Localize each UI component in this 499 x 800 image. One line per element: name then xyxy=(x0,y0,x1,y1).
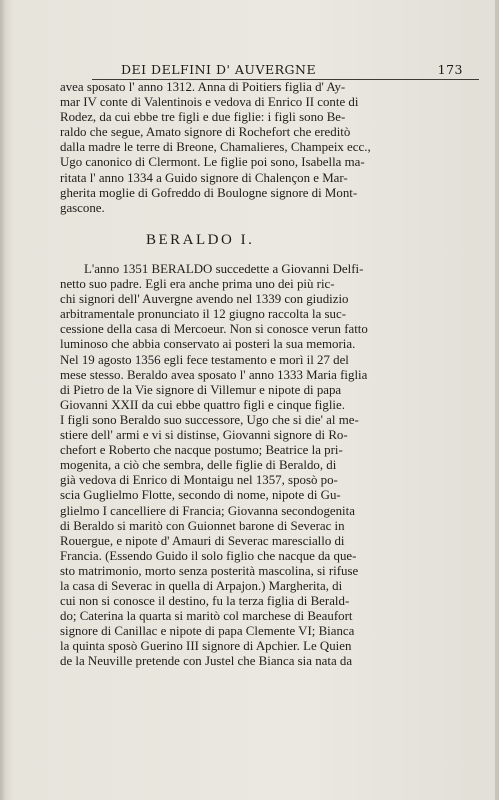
text-line: la casa di Severac in quella di Arpajon.) Margherita, di xyxy=(60,578,343,593)
text-line: Rodez, da cui ebbe tre figli e due figlie: i figli sono Be- xyxy=(60,110,346,125)
text-line: di Beraldo si maritò con Guionnet barone di Severac in xyxy=(60,518,345,533)
paragraph-2 xyxy=(60,262,470,670)
text-line: la quinta sposò Guerino III signore di Apchier. Le Quien xyxy=(60,639,352,654)
text-line: Rouergue, e nipote d' Amauri di Severac maresciallo di xyxy=(60,533,345,548)
text-line: mogenita, a ciò che sembra, delle figlie di Beraldo, di xyxy=(60,458,337,473)
text-line: Francia. (Essendo Guido il solo figlio che nacque da que- xyxy=(60,548,357,563)
text-line: raldo che segue, Amato signore di Rochefort che ereditò xyxy=(60,125,351,140)
text-line: Nel 19 agosto 1356 egli fece testamento e morì il 27 del xyxy=(60,352,349,367)
running-header xyxy=(96,62,477,80)
running-title: DEI DELFINI D' AUVERGNE xyxy=(121,62,317,77)
text-line: gherita moglie di Gofreddo di Boulogne signore di Mont- xyxy=(60,185,358,200)
text-line: sto matrimonio, morto senza posterità mascolina, si rifuse xyxy=(60,563,359,578)
text-line: dalla madre le terre di Breone, Chamalieres, Champeix ecc., xyxy=(60,140,371,155)
text-line: glielmo I cancelliere di Francia; Giovanna secondogenita xyxy=(60,503,355,518)
text-line: gascone. xyxy=(60,200,105,215)
text-line: mar IV conte di Valentinois e vedova di Enrico II conte di xyxy=(60,95,359,110)
text-line: cessione della casa di Mercoeur. Non si conosce verun fatto xyxy=(60,322,368,337)
text-line: signore di Canillac e nipote di papa Clemente VI; Bianca xyxy=(60,624,355,639)
text-line: chi signori dell' Auvergne avendo nel 1339 con giudizio xyxy=(60,292,349,307)
text-line: arbitramentale pronunciato il 12 giugno raccolta la suc- xyxy=(60,307,346,322)
text-line: Giovanni XXII da cui ebbe quattro figli e cinque figlie. xyxy=(60,397,345,412)
text-line: avea sposato l' anno 1312. Anna di Poitiers figlia d' Ay- xyxy=(60,80,346,94)
text-line: luminoso che abbia conservato ai posteri la sua memoria. xyxy=(60,337,356,352)
text-line: cui non si conosce il destino, fu la terza figlia di Berald- xyxy=(60,594,350,609)
text-line: de la Neuville pretende con Justel che Bianca sia nata da xyxy=(60,654,353,669)
text-line: scia Guglielmo Flotte, secondo di nome, nipote di Gu- xyxy=(60,488,341,503)
text-line: chefort e Roberto che nacque postumo; Beatrice la pri- xyxy=(60,443,343,458)
text-line: ritata l' anno 1334 a Guido signore di Chalençon e Mar- xyxy=(60,170,348,185)
text-line: I figli sono Beraldo suo successore, Ugo che si die' al me- xyxy=(60,412,359,427)
text-line: L'anno 1351 BERALDO succedette a Giovanni Delfi- xyxy=(84,262,364,276)
text-line: già vedova di Enrico di Montaigu nel 1357, sposò po- xyxy=(60,473,338,488)
text-line: netto suo padre. Egli era anche prima uno dei più ric- xyxy=(60,277,335,292)
text-line: stiere dell' armi e vi si distinse, Giovanni signore di Ro- xyxy=(60,428,348,443)
text-line: di Pietro de la Vie signore di Villemur e nipote di papa xyxy=(60,382,342,397)
text-line: Ugo canonico di Clermont. Le figlie poi sono, Isabella ma- xyxy=(60,155,365,170)
page-edge xyxy=(495,0,499,800)
text-line: mese stesso. Beraldo avea sposato l' anno 1333 Maria figlia xyxy=(60,367,368,382)
paragraph-1 xyxy=(60,80,470,216)
text-line: do; Caterina la quarta si maritò col marchese di Beaufort xyxy=(60,609,353,624)
page-number: 173 xyxy=(437,62,463,77)
section-title: BERALDO I. xyxy=(146,232,255,248)
